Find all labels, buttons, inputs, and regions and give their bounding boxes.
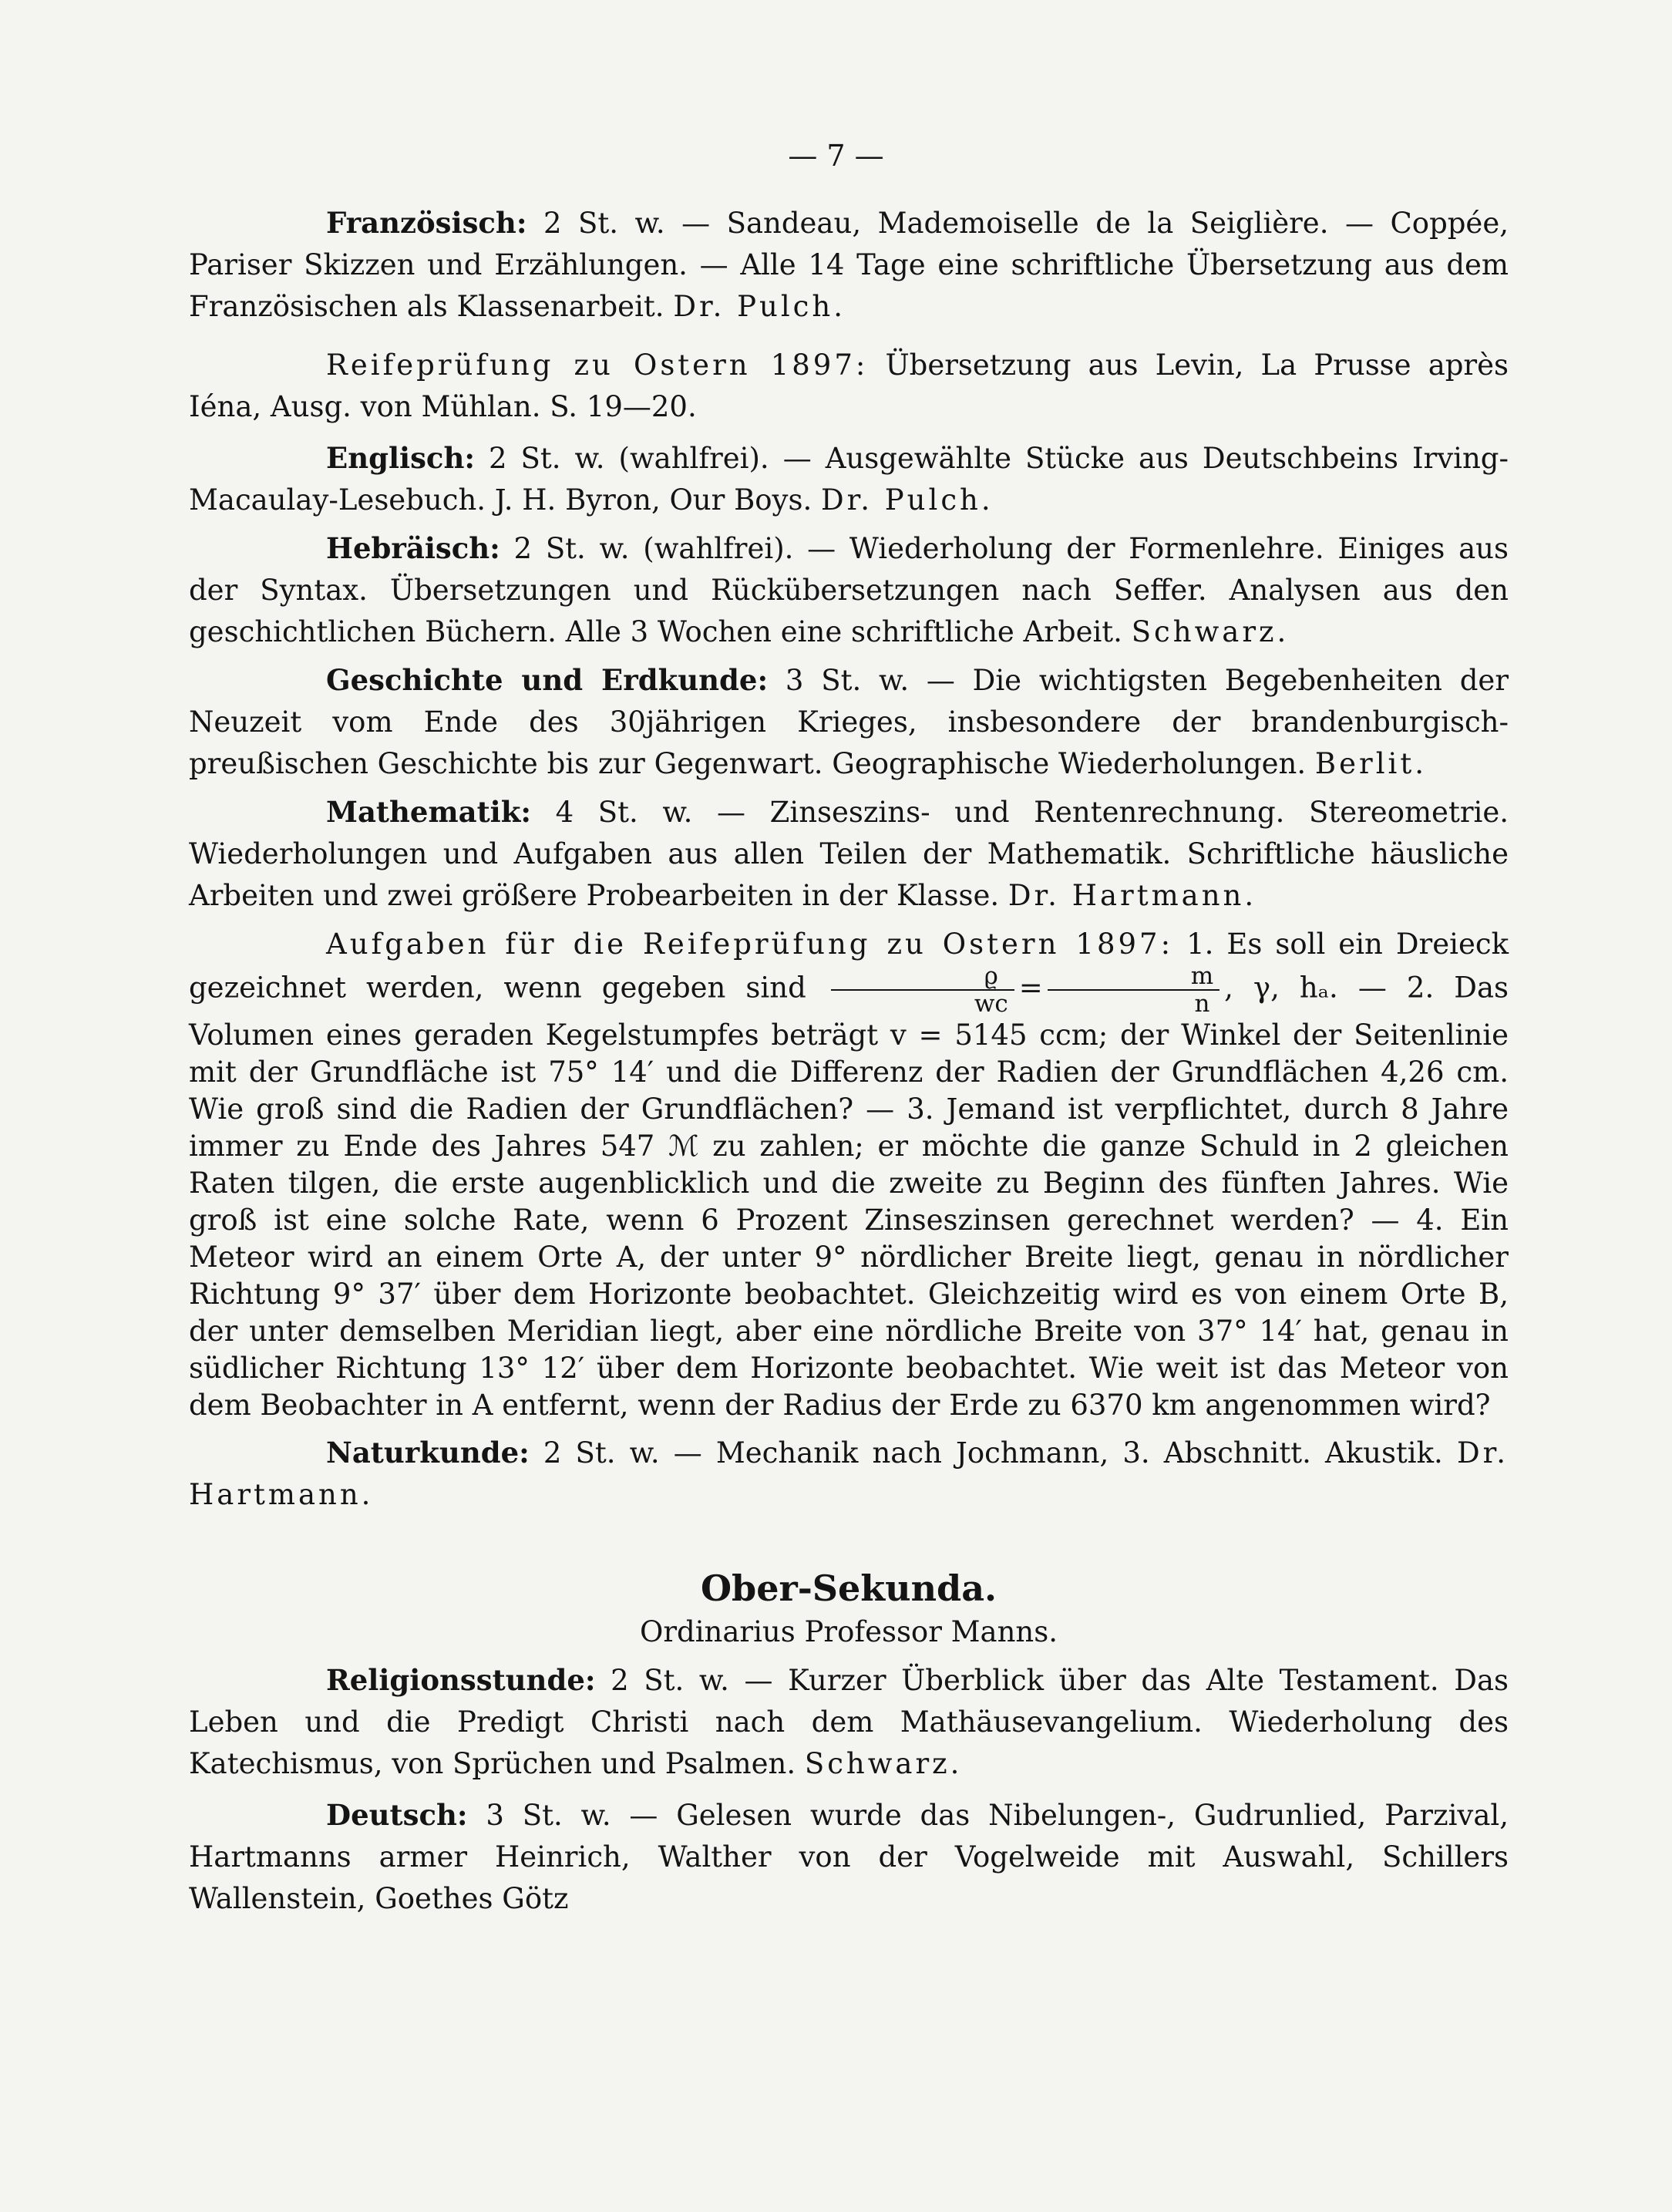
paragraph-naturkunde — [189, 1432, 1509, 1516]
paragraph-text: 2 St. w. (wahlfrei). — Wiederholung der Formenlehre. Einiges aus der Syntax. Übersetzungen und Rückübersetzungen nach Seffer. Analysen aus den geschichtlichen Büchern. Alle 3 Wochen eine schriftliche Arbeit. — [189, 532, 1509, 648]
page-content — [189, 0, 1509, 1920]
subject-heading: Deutsch: — [326, 1798, 468, 1832]
subject-heading: Französisch: — [326, 206, 527, 240]
section-title: Ober-Sekunda. — [700, 1567, 997, 1609]
paragraph-text: 3 St. w. — Gelesen wurde das Nibelungen-, Gudrunlied, Parzival, Hartmanns armer Heinrich, Walther von der Vogelweide mit Auswahl, Schillers Wallenstein, Goethes Götz — [189, 1799, 1509, 1915]
subject-heading: Religionsstunde: — [326, 1663, 596, 1697]
subject-heading: Geschichte und Erdkunde: — [326, 663, 769, 697]
page-number: — 7 — — [788, 139, 884, 173]
fraction-numerator: ϱ — [831, 963, 1014, 991]
paragraph-text: 3 St. w. — Die wichtigsten Begebenheiten der Neuzeit vom Ende des 30jährigen Krieges, insbesondere der brandenburgisch-preußischen Geschichte bis zur Gegenwart. Geographische Wiederholungen. — [189, 664, 1509, 780]
teacher-name: Dr. Hartmann. — [189, 1436, 1509, 1511]
teacher-name: Dr. Hartmann. — [1008, 879, 1257, 912]
fraction-denominator: wc — [974, 990, 1008, 1018]
paragraph-geschichte — [189, 659, 1509, 785]
paragraph-text: 4 St. w. — Zinseszins- und Rentenrechnung. Stereometrie. Wiederholungen und Aufgaben aus allen Teilen der Mathematik. Schriftliche häusliche Arbeiten und zwei größere Probearbeiten in der Klasse. — [189, 796, 1509, 912]
subject-heading: Englisch: — [326, 441, 476, 475]
paragraph-deutsch — [189, 1794, 1509, 1920]
exam-lead: Aufgaben für die Reifeprüfung zu Ostern 1897: — [326, 928, 1174, 961]
paragraph-aufgaben — [189, 926, 1509, 1424]
fraction-m-n — [1048, 963, 1220, 1017]
paragraph-reifepruefung-franz — [189, 345, 1509, 428]
paragraph-text: 2 St. w. (wahlfrei). — Ausgewählte Stücke aus Deutschbeins Irving-Macaulay-Lesebuch. J. H. Byron, Our Boys. — [189, 442, 1509, 517]
paragraph-text: 2 St. w. — Kurzer Überblick über das Alte Testament. Das Leben und die Predigt Christi nach dem Mathäusevangelium. Wiederholung des Katechismus, von Sprüchen und Psalmen. — [189, 1664, 1509, 1780]
teacher-name: Dr. Pulch. — [820, 483, 994, 517]
teacher-name: Berlit. — [1314, 747, 1427, 780]
teacher-name: Dr. Pulch. — [673, 290, 846, 323]
paragraph-text: 2 St. w. — Sandeau, Mademoiselle de la Seiglière. — Coppée, Pariser Skizzen und Erzählungen. — Alle 14 Tage eine schriftliche Übersetzung aus dem Französischen als Klassenarbeit. — [189, 207, 1509, 323]
paragraph-franzoesisch — [189, 202, 1509, 328]
paragraph-text: , γ, hₐ. — 2. Das Volumen eines geraden Kegelstumpfes beträgt v = 5145 ccm; der Winkel der Seitenlinie mit der Grundfläche ist 75° 14′ und die Differenz der Radien der Grundflächen 4,26 cm. Wie groß sind die Radien der Grundflächen? — 3. Jemand ist verpflichtet, durch 8 Jahre immer zu Ende des Jahres 547 ℳ zu zahlen; er möchte die ganze Schuld in 2 gleichen Raten tilgen, die erste augenblicklich und die zweite zu Beginn des fünften Jahres. Wie groß ist eine solche Rate, wenn 6 Prozent Zinseszinsen gerechnet werden? — 4. Ein Meteor wird an einem Orte A, der unter 9° nördlicher Breite liegt, genau in nördlicher Richtung 9° 37′ über dem Horizonte beobachtet. Gleichzeitig wird es von einem Orte B, der unter demselben Meridian liegt, aber eine nördliche Breite von 37° 14′ hat, genau in südlicher Richtung 13° 12′ über dem Horizonte beobachtet. Wie weit ist das Meteor von dem Beobachter in A entfernt, wenn der Radius der Erde zu 6370 km angenommen wird? — [189, 971, 1509, 1422]
subject-heading: Mathematik: — [326, 795, 532, 829]
subject-heading: Hebräisch: — [326, 531, 500, 565]
paragraph-text: Übersetzung aus Levin, La Prusse après Iéna, Ausg. von Mühlan. S. 19—20. — [189, 348, 1509, 423]
fraction-rho-wc — [831, 963, 1014, 1017]
teacher-name: Schwarz. — [1131, 615, 1290, 648]
paragraph-text: 2 St. w. — Mechanik nach Jochmann, 3. Abschnitt. Akustik. — [543, 1436, 1443, 1470]
teacher-name: Schwarz. — [804, 1747, 963, 1780]
paragraph-text: 1. Es soll ein Dreieck gezeichnet werden, wenn gegeben sind — [189, 928, 1509, 1005]
fraction-numerator: m — [1048, 963, 1220, 991]
exam-lead: Reifeprüfung zu Ostern 1897: — [326, 348, 869, 382]
paragraph-englisch — [189, 437, 1509, 521]
equals-sign: = — [1018, 971, 1043, 1005]
paragraph-mathematik — [189, 791, 1509, 917]
fraction-denominator: n — [1194, 990, 1210, 1018]
paragraph-hebraeisch — [189, 527, 1509, 653]
paragraph-religion — [189, 1659, 1509, 1785]
subject-heading: Naturkunde: — [326, 1436, 530, 1470]
section-ordinarius: Ordinarius Professor Manns. — [639, 1615, 1058, 1648]
